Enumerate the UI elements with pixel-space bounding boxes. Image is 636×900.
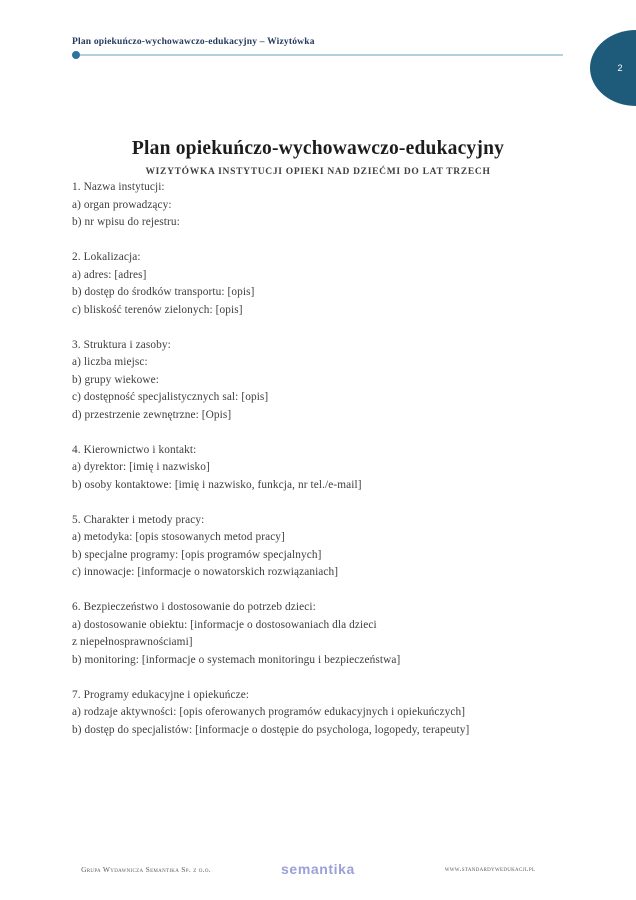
document-section [72, 687, 572, 740]
website-url: www.standardywedukacji.pl [444, 865, 536, 873]
section-line: z niepełnosprawnościami] [72, 636, 193, 648]
section-line: a) dostosowanie obiektu: [informacje o dostosowaniach dla dzieci [72, 618, 377, 631]
header-rule [74, 54, 563, 56]
publisher-name: Grupa Wydawnicza Semantika Sp. z o.o. [81, 864, 211, 874]
page-number: 2 [617, 63, 623, 73]
document-sections [72, 179, 572, 757]
section-line: a) dyrektor: [imię i nazwisko] [72, 461, 210, 473]
section-line: a) organ prowadzący: [72, 198, 172, 211]
section-heading: 2. Lokalizacja: [72, 251, 141, 263]
section-heading: 4. Kierownictwo i kontakt: [72, 443, 197, 456]
section-heading: 5. Charakter i metody pracy: [72, 513, 205, 526]
section-line: d) przestrzenie zewnętrzne: [Opis] [72, 408, 232, 421]
section-heading: 6. Bezpieczeństwo i dostosowanie do potrzeb dzieci: [72, 601, 316, 613]
document-section [72, 512, 572, 582]
document-section [72, 599, 572, 669]
section-line: b) specjalne programy: [opis programów specjalnych] [72, 548, 322, 561]
document-section [72, 179, 572, 232]
section-line: b) osoby kontaktowe: [imię i nazwisko, funkcja, nr tel./e-mail] [72, 478, 362, 491]
section-line: c) bliskość terenów zielonych: [opis] [72, 303, 243, 316]
section-line: b) dostęp do specjalistów: [informacje o dostępie do psychologa, logopedy, terapeuty] [72, 723, 470, 736]
bullet-dot-icon [72, 51, 80, 59]
section-heading: 3. Struktura i zasoby: [72, 338, 171, 351]
page-footer [0, 854, 636, 884]
header-rule-wrap [72, 51, 576, 59]
section-line: a) metodyka: [opis stosowanych metod pracy] [72, 531, 285, 543]
section-line: b) dostęp do środków transportu: [opis] [72, 286, 255, 298]
section-line: a) rodzaje aktywności: [opis oferowanych programów edukacyjnych i opiekuńczych] [72, 706, 466, 718]
section-line: a) liczba miejsc: [72, 356, 148, 368]
document-subtitle: WIZYTÓWKA INSTYTUCJI OPIEKI NAD DZIEĆMI DO LAT TRZECH [145, 167, 491, 177]
section-heading: 7. Programy edukacyjne i opiekuńcze: [72, 688, 250, 701]
document-section [72, 442, 572, 495]
semantika-logo: semantika [281, 861, 355, 877]
section-line: a) adres: [adres] [72, 268, 147, 281]
running-header [72, 37, 576, 59]
running-header-title: Plan opiekuńczo-wychowawczo-edukacyjny – Wizytówka [72, 37, 315, 47]
section-line: c) innowacje: [informacje o nowatorskich rozwiązaniach] [72, 566, 339, 578]
page-number-badge [590, 30, 636, 106]
section-heading: 1. Nazwa instytucji: [72, 181, 165, 193]
document-title-block [72, 138, 564, 177]
section-line: b) nr wpisu do rejestru: [72, 216, 180, 228]
document-title: Plan opiekuńczo-wychowawczo-edukacyjny [131, 138, 505, 159]
section-line: c) dostępność specjalistycznych sal: [opis] [72, 391, 269, 403]
section-line: b) monitoring: [informacje o systemach monitoringu i bezpieczeństwa] [72, 653, 401, 666]
section-line: b) grupy wiekowe: [72, 373, 160, 386]
document-section [72, 249, 572, 319]
document-section [72, 337, 572, 425]
